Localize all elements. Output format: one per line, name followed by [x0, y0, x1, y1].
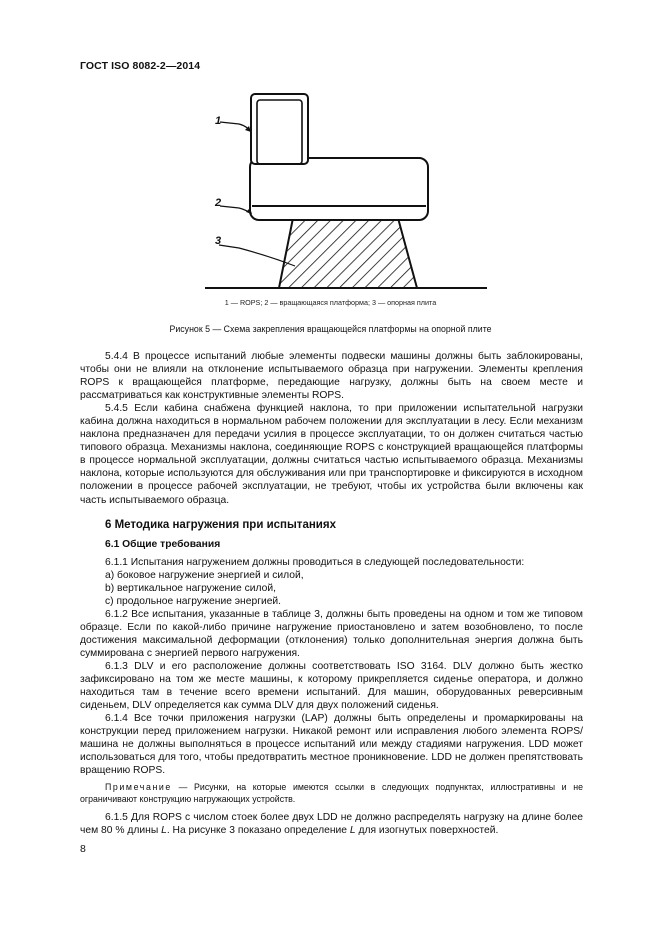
figure-caption: Рисунок 5 — Схема закрепления вращающейся платформы на опорной плите: [169, 324, 492, 334]
paragraph-5-4-5: 5.4.5 Если кабина снабжена функцией наклона, то при приложении испытательной нагрузки кабина должна находиться в нормальном рабочем положении для эксплуатации в лесу. Если механизм наклона предназначен для передачи усилия в процессе эксплуатации, то он должен считаться частью типового образца. Механизмы наклона, соединяющие ROPS с конструкцией вращающейся платформы в процессе нормальной эксплуатации, должны считаться частью испытываемого образца. Механизмы наклона, которые используются для обслуживания или при транспортировке и фиксируются в исходном положении в процессе рабочей эксплуатации, не требуют, чтобы их устройства были включены как часть испытываемого образца.: [80, 403, 583, 506]
list-item: c) продольное нагружение энергией.: [105, 595, 282, 607]
list-item: a) боковое нагружение энергией и силой,: [105, 569, 304, 581]
rops-cab: [251, 94, 308, 164]
paragraph-6-1-2: 6.1.2 Все испытания, указанные в таблице 3, должны быть проведены на одном и том же типовом образце. Если по какой-либо причине нагружение приостановлено и затем возобновлено, то после достижения максимальной деформации (отклонения) только дополнительная энергия должна быть суммирована с энергией первого нагружения.: [80, 608, 583, 659]
section-6-heading: 6 Методика нагружения при испытаниях: [105, 518, 336, 531]
paragraph-6-1-1: 6.1.1 Испытания нагружением должны проводиться в следующей последовательности:: [105, 556, 525, 568]
rotating-platform: [250, 158, 428, 220]
paragraph-5-4-4: 5.4.4 В процессе испытаний любые элементы подвески машины должны быть заблокированы, чтобы они не влияли на отклонение испытываемого образца при нагружении. Элементы крепления ROPS к вращающейся платформе, передающие нагрузку, должны быть на своем месте и рассматриваться как конструктивные элементы ROPS.: [80, 351, 583, 402]
support-plate: [279, 218, 417, 288]
section-6-1-heading: 6.1 Общие требования: [105, 538, 221, 550]
note: [80, 781, 583, 805]
figure-legend: 1 — ROPS; 2 — вращающаяся платформа; 3 — опорная плита: [224, 298, 437, 307]
note-text: — Рисунки, на которые имеются ссылки в следующих подпунктах, иллюстративны и не ограничивают конструкцию нагружающих устройств.: [80, 782, 583, 805]
label-2: 2: [215, 197, 222, 209]
list-item: b) вертикальное нагружение силой,: [105, 582, 276, 594]
page-number: 8: [80, 843, 86, 855]
standard-header: ГОСТ ISO 8082-2—2014: [80, 60, 201, 72]
label-3: 3: [215, 235, 222, 247]
label-1: 1: [215, 115, 222, 127]
body-text: [80, 350, 583, 837]
figure-5-diagram: [195, 88, 505, 303]
paragraph-6-1-4: 6.1.4 Все точки приложения нагрузки (LAP) должны быть определены и промаркированы на конструкции перед приложением нагрузки. Никакой ремонт или исправления любого элемента ROPS/машина не должны выполняться в процессе испытаний или между стадиями нагружения. LDD может использоваться для того, чтобы предотвратить местное проникновение. LDD не должен препятствовать вращению ROPS.: [80, 713, 583, 777]
paragraph-6-1-5: 6.1.5 Для ROPS с числом стоек более двух LDD не должно распределять нагрузку на длине более чем 80 % длины L. На рисунке 3 показано определение L для изогнутых поверхностей.: [80, 812, 583, 837]
paragraph-6-1-3: 6.1.3 DLV и его расположение должны соответствовать ISO 3164. DLV должно быть жестко зафиксировано на том же месте машины, к которому прикрепляется сиденье оператора, и должно находиться там в течение всего времени испытаний. Для машин, оборудованных реверсивным сиденьем, DLV определяется как сумма DLV для двух положений сиденья.: [80, 660, 583, 712]
note-label: Примечание: [105, 782, 172, 793]
